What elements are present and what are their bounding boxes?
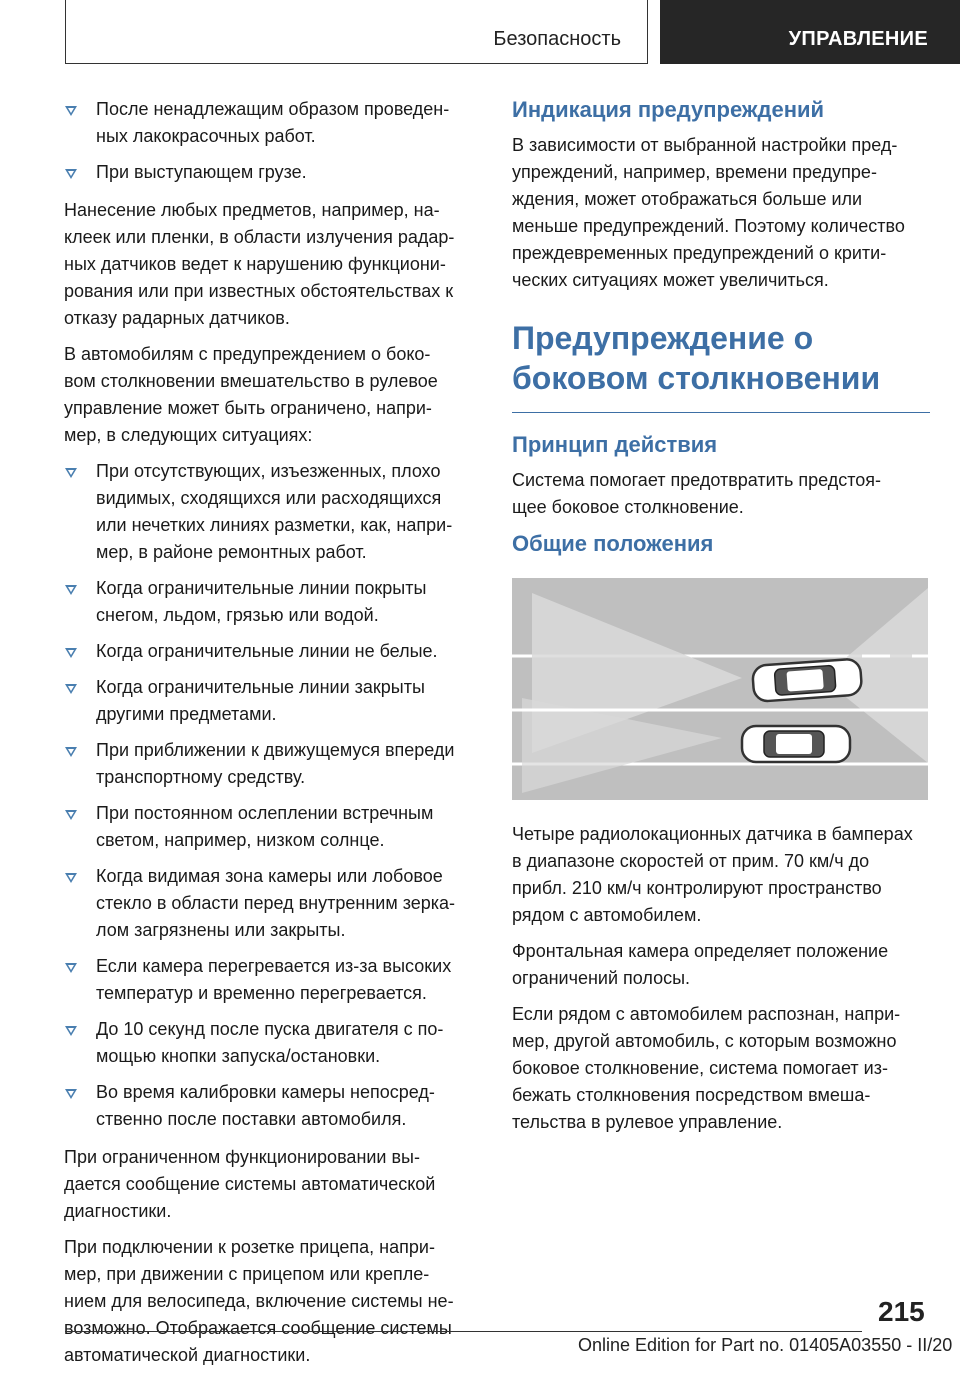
list-item <box>64 458 482 566</box>
triangle-bullet-icon <box>65 747 77 757</box>
triangle-bullet-icon <box>65 1089 77 1099</box>
header-chapter-box <box>660 0 960 64</box>
triangle-bullet-icon <box>65 1026 77 1036</box>
list-item <box>64 638 482 665</box>
paragraph-trailer: При подключении к розетке прицепа, напри- мер, при движении с прицепом или крепле- нием для велосипеда, включение системы не- возможно. Отображается сообщение системы автоматической диагностики. <box>64 1237 454 1365</box>
heading-side-collision-warning: Предупреждение о боковом столкновении <box>512 320 881 396</box>
triangle-bullet-icon <box>65 169 77 179</box>
car-upper <box>752 658 862 701</box>
footer-edition: Online Edition for Part no. 01405A03550 - II/20 <box>578 1335 953 1355</box>
list-item <box>64 953 482 1007</box>
paragraph-detection: Если рядом с автомобилем распознан, напри- мер, другой автомобиль, с которым возможно боковое столкновение, система помогает из- бежать столкновения посредством вмеша- тельства в рулевое управление. <box>512 1004 901 1132</box>
list-item <box>64 863 482 944</box>
list-item-text: При выступающем грузе. <box>96 162 307 182</box>
header-section-title: Безопасность <box>493 28 621 50</box>
list-item-text: До 10 секунд после пуска двигателя с по- мощью кнопки запуска/остановки. <box>96 1019 444 1066</box>
right-column <box>512 96 930 1145</box>
footer-divider <box>65 1331 862 1332</box>
triangle-bullet-icon <box>65 684 77 694</box>
list-item-text: При приближении к движущемуся впереди транспортному средству. <box>96 740 455 787</box>
list-item <box>64 575 482 629</box>
list-item-text: При постоянном ослеплении встречным светом, например, низком солнце. <box>96 803 434 850</box>
list-item <box>64 1079 482 1133</box>
heading-principle: Принцип действия <box>512 432 718 457</box>
list-item-text: При отсутствующих, изъезженных, плохо видимых, сходящихся или расходящихся или нечетких линиях разметки, как, напри- мер, в районе ремонтных работ. <box>96 461 453 562</box>
paragraph-warning-display: В зависимости от выбранной настройки пред- упреждений, например, времени предупре- ждения, может отображаться больше или меньше предупреждений. Поэтому количество преждевременных предупреждений о крити- ческих ситуациях может увеличиться. <box>512 135 905 290</box>
car-lower <box>742 726 850 762</box>
list-item <box>64 96 482 150</box>
page-number: 215 <box>878 1296 925 1327</box>
triangle-bullet-icon <box>65 873 77 883</box>
triangle-bullet-icon <box>65 963 77 973</box>
paragraph-principle: Система помогает предотвратить предстоя- щее боковое столкновение. <box>512 470 881 517</box>
paragraph-radar-sensors-bumpers: Четыре радиолокационных датчика в бамперах в диапазоне скоростей от прим. 70 км/ч до прибл. 210 км/ч контролируют пространство рядом с автомобилем. <box>512 824 913 925</box>
paragraph-radar-sensors: Нанесение любых предметов, например, на- клеек или пленки, в области излучения радар- ных датчиков ведет к нарушению функциони- рования или при известных обстоятельствах к отказу радарных датчиков. <box>64 200 455 328</box>
left-column <box>64 96 482 1378</box>
paragraph-steering-limit: В автомобилям с предупреждением о боко- вом столкновении вмешательство в рулевое управление может быть ограничено, напри- мер, в следующих ситуациях: <box>64 344 438 445</box>
bullet-list-situations <box>64 458 482 1133</box>
list-item-text: Когда ограничительные линии покрыты снегом, льдом, грязью или водой. <box>96 578 427 625</box>
heading-divider <box>512 412 930 413</box>
triangle-bullet-icon <box>65 106 77 116</box>
side-collision-illustration <box>512 578 928 800</box>
list-item-text: После ненадлежащим образом проведен- ных лакокрасочных работ. <box>96 99 450 146</box>
list-item-text: Когда ограничительные линии закрыты другими предметами. <box>96 677 425 724</box>
heading-warning-display: Индикация предупреждений <box>512 97 825 122</box>
paragraph-diagnostics: При ограниченном функционировании вы- дается сообщение системы автоматической диагностики. <box>64 1147 436 1221</box>
list-item-text: Когда видимая зона камеры или лобовое стекло в области перед внутренним зерка- лом загрязнены или закрыты. <box>96 866 456 940</box>
list-item <box>64 1016 482 1070</box>
list-item <box>64 159 482 186</box>
list-item <box>64 674 482 728</box>
heading-general: Общие положения <box>512 531 714 556</box>
list-item-text: Во время калибровки камеры непосред- ственно после поставки автомобиля. <box>96 1082 435 1129</box>
paragraph-front-camera: Фронтальная камера определяет положение ограничений полосы. <box>512 941 889 988</box>
bullet-list-top <box>64 96 482 186</box>
triangle-bullet-icon <box>65 810 77 820</box>
triangle-bullet-icon <box>65 648 77 658</box>
header-section-box <box>65 0 648 64</box>
list-item-text: Когда ограничительные линии не белые. <box>96 641 438 661</box>
list-item-text: Если камера перегревается из-за высоких температур и временно перегревается. <box>96 956 452 1003</box>
list-item <box>64 737 482 791</box>
triangle-bullet-icon <box>65 468 77 478</box>
header-chapter-title: УПРАВЛЕНИЕ <box>788 28 928 50</box>
triangle-bullet-icon <box>65 585 77 595</box>
list-item <box>64 800 482 854</box>
